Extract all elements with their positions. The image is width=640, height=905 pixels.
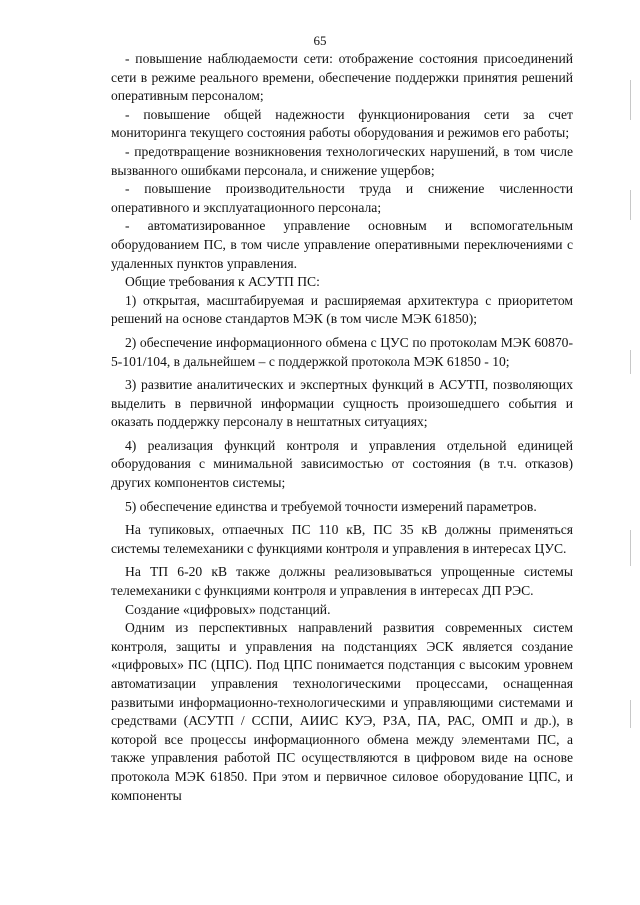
- paragraph: 4) реализация функций контроля и управления отдельной единицей оборудования с минимальной зависимостью от состояния (в т.ч. отказов) других компонентов системы;: [111, 437, 573, 491]
- paragraph: Общие требования к АСУТП ПС:: [125, 274, 320, 290]
- paragraph: - повышение наблюдаемости сети: отображение состояния присоединений сети в режиме реального времени, обеспечение поддержки принятия решений оперативным персоналом;: [111, 51, 573, 104]
- scan-margin-marks: [628, 60, 634, 860]
- paragraph: - повышение общей надежности функционирования сети за счет мониторинга текущего состояния работы оборудования и режимов его работы;: [111, 106, 573, 141]
- document-body: [111, 50, 573, 805]
- paragraph: 1) открытая, масштабируемая и расширяемая архитектура с приоритетом решений на основе стандартов МЭК (в том числе МЭК 61850);: [111, 292, 573, 327]
- paragraph: 3) развитие аналитических и экспертных функций в АСУТП, позволяющих выделить в первичной информации сущность произошедшего события и оказать поддержку персоналу в нештатных ситуациях;: [111, 377, 573, 430]
- paragraph: - предотвращение возникновения технологических нарушений, в том числе вызванного ошибками персонала, и снижение ущербов;: [111, 143, 573, 178]
- paragraph: 2) обеспечение информационного обмена с ЦУС по протоколам МЭК 60870-5-101/104, в дальнейшем – с поддержкой протокола МЭК 61850 - 10;: [111, 334, 573, 369]
- paragraph: Создание «цифровых» подстанций.: [125, 601, 331, 617]
- page-number: 65: [313, 33, 327, 48]
- paragraph: - повышение производительности труда и снижение численности оперативного и эксплуатационного персонала;: [111, 181, 573, 215]
- paragraph: 5) обеспечение единства и требуемой точности измерений параметров.: [125, 498, 537, 514]
- paragraph: На ТП 6-20 кВ также должны реализовываться упрощенные системы телемеханики с функциями контроля и управления в интересах ДП РЭС.: [111, 564, 573, 599]
- paragraph: - автоматизированное управление основным и вспомогательным оборудованием ПС, в том числе управление оперативными переключениями с удаленных пунктов управления.: [111, 218, 573, 271]
- paragraph: На тупиковых, отпаечных ПС 110 кВ, ПС 35 кВ должны применяться системы телемеханики с функциями контроля и управления в интересах ЦУС.: [111, 522, 573, 556]
- paragraph: Одним из перспективных направлений развития современных систем контроля, защиты и управления на подстанциях ЭСК является создание «цифровых» ПС (ЦПС). Под ЦПС понимается подстанция с высоким уровнем автоматизации управления технологическими процессами, оснащенная развитыми информационно-технологическими и управляющими системами и средствами (АСУТП / ССПИ, АИИС КУЭ, РЗА, ПА, РАС, ОМП и др.), в которой все процессы информационного обмена между элементами ПС, а также управления работой ПС осуществляются в цифровом виде на основе протокола МЭК 61850. При этом и первичное силовое оборудование ЦПС, и компоненты: [111, 620, 573, 803]
